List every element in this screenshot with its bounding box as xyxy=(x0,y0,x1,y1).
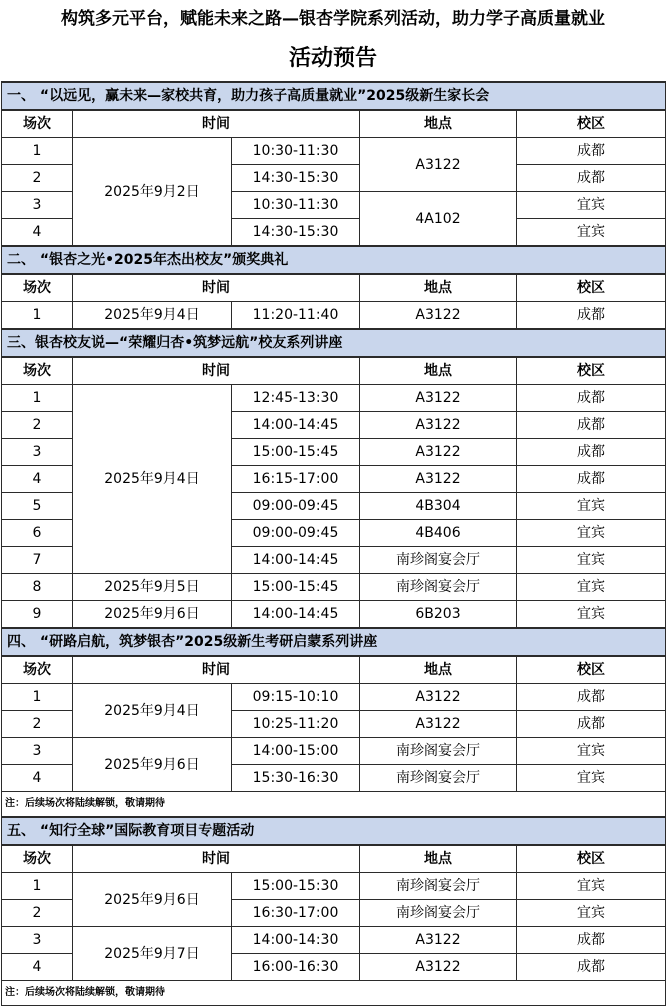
location-cell: A3122 xyxy=(360,385,517,412)
location-cell: A3122 xyxy=(360,138,517,192)
location-cell: A3122 xyxy=(360,439,517,466)
section-title: 一、 “以远见，赢未来—家校共育，助力孩子高质量就业”2025级新生家长会 xyxy=(2,82,666,110)
note-text: 注：后续场次将陆续解锁，敬请期待 xyxy=(2,792,666,818)
campus-cell: 宜宾 xyxy=(517,520,666,547)
campus-cell: 成都 xyxy=(517,385,666,412)
section-header-row xyxy=(2,628,666,656)
time-cell: 16:15-17:00 xyxy=(232,466,360,493)
column-header-time: 时间 xyxy=(73,110,360,138)
location-cell: 4B304 xyxy=(360,493,517,520)
session-number-cell: 3 xyxy=(2,439,73,466)
location-cell: 南珍阁宴会厅 xyxy=(360,873,517,900)
location-cell: A3122 xyxy=(360,466,517,493)
column-header-session: 场次 xyxy=(2,274,73,302)
location-cell: A3122 xyxy=(360,927,517,954)
session-number-cell: 2 xyxy=(2,711,73,738)
time-cell: 14:30-15:30 xyxy=(232,219,360,247)
time-cell: 14:00-14:45 xyxy=(232,412,360,439)
column-header-time: 时间 xyxy=(73,656,360,684)
date-cell: 2025年9月6日 xyxy=(73,601,232,629)
session-number-cell: 3 xyxy=(2,192,73,219)
location-cell: 南珍阁宴会厅 xyxy=(360,574,517,601)
section-title: 四、 “研路启航，筑梦银杏”2025级新生考研启蒙系列讲座 xyxy=(2,628,666,656)
time-cell: 09:00-09:45 xyxy=(232,520,360,547)
column-header-session: 场次 xyxy=(2,357,73,385)
session-number-cell: 2 xyxy=(2,165,73,192)
campus-cell: 宜宾 xyxy=(517,547,666,574)
date-cell: 2025年9月6日 xyxy=(73,738,232,792)
time-cell: 16:00-16:30 xyxy=(232,954,360,981)
column-header-time: 时间 xyxy=(73,845,360,873)
table-row xyxy=(2,684,666,711)
table-row xyxy=(2,138,666,165)
table-row xyxy=(2,302,666,330)
time-cell: 15:00-15:30 xyxy=(232,873,360,900)
campus-cell: 成都 xyxy=(517,711,666,738)
session-number-cell: 3 xyxy=(2,927,73,954)
campus-cell: 成都 xyxy=(517,165,666,192)
note-row xyxy=(2,792,666,818)
time-cell: 09:00-09:45 xyxy=(232,493,360,520)
column-header-time: 时间 xyxy=(73,357,360,385)
session-number-cell: 7 xyxy=(2,547,73,574)
column-header-location: 地点 xyxy=(360,357,517,385)
column-header-row xyxy=(2,110,666,138)
session-number-cell: 4 xyxy=(2,765,73,792)
date-cell: 2025年9月7日 xyxy=(73,927,232,981)
column-header-time: 时间 xyxy=(73,274,360,302)
time-cell: 10:30-11:30 xyxy=(232,138,360,165)
campus-cell: 成都 xyxy=(517,684,666,711)
date-cell: 2025年9月4日 xyxy=(73,684,232,738)
time-cell: 10:25-11:20 xyxy=(232,711,360,738)
time-cell: 10:30-11:30 xyxy=(232,192,360,219)
date-cell: 2025年9月4日 xyxy=(73,302,232,330)
section-header-row xyxy=(2,329,666,357)
campus-cell: 成都 xyxy=(517,466,666,493)
time-cell: 09:15-10:10 xyxy=(232,684,360,711)
time-cell: 14:00-14:45 xyxy=(232,601,360,629)
campus-cell: 宜宾 xyxy=(517,900,666,927)
column-header-session: 场次 xyxy=(2,110,73,138)
campus-cell: 宜宾 xyxy=(517,738,666,765)
campus-cell: 宜宾 xyxy=(517,601,666,629)
section-header-row xyxy=(2,817,666,845)
location-cell: A3122 xyxy=(360,954,517,981)
time-cell: 15:30-16:30 xyxy=(232,765,360,792)
table-row xyxy=(2,385,666,412)
session-number-cell: 6 xyxy=(2,520,73,547)
session-number-cell: 1 xyxy=(2,302,73,330)
time-cell: 14:30-15:30 xyxy=(232,165,360,192)
campus-cell: 宜宾 xyxy=(517,765,666,792)
column-header-location: 地点 xyxy=(360,656,517,684)
date-cell: 2025年9月5日 xyxy=(73,574,232,601)
section-header-row xyxy=(2,246,666,274)
schedule-table xyxy=(1,81,666,1006)
date-cell: 2025年9月2日 xyxy=(73,138,232,247)
time-cell: 15:00-15:45 xyxy=(232,574,360,601)
time-cell: 14:00-14:45 xyxy=(232,547,360,574)
campus-cell: 成都 xyxy=(517,439,666,466)
location-cell: A3122 xyxy=(360,302,517,330)
time-cell: 15:00-15:45 xyxy=(232,439,360,466)
section-title: 三、银杏校友说—“荣耀归杏•筑梦远航”校友系列讲座 xyxy=(2,329,666,357)
table-row xyxy=(2,574,666,601)
location-cell: 4A102 xyxy=(360,192,517,247)
column-header-campus: 校区 xyxy=(517,357,666,385)
campus-cell: 成都 xyxy=(517,412,666,439)
column-header-row xyxy=(2,357,666,385)
column-header-row xyxy=(2,656,666,684)
location-cell: A3122 xyxy=(360,711,517,738)
campus-cell: 宜宾 xyxy=(517,192,666,219)
time-cell: 16:30-17:00 xyxy=(232,900,360,927)
session-number-cell: 8 xyxy=(2,574,73,601)
table-row xyxy=(2,927,666,954)
column-header-location: 地点 xyxy=(360,845,517,873)
campus-cell: 成都 xyxy=(517,138,666,165)
column-header-session: 场次 xyxy=(2,845,73,873)
location-cell: 南珍阁宴会厅 xyxy=(360,900,517,927)
page-subtitle: 活动预告 xyxy=(288,46,377,71)
location-cell: 南珍阁宴会厅 xyxy=(360,765,517,792)
location-cell: A3122 xyxy=(360,684,517,711)
title-block xyxy=(0,0,666,81)
session-number-cell: 4 xyxy=(2,219,73,247)
main-title: 构筑多元平台，赋能未来之路—银杏学院系列活动，助力学子高质量就业 xyxy=(61,9,605,29)
table-row xyxy=(2,601,666,629)
location-cell: 南珍阁宴会厅 xyxy=(360,547,517,574)
session-number-cell: 5 xyxy=(2,493,73,520)
column-header-row xyxy=(2,274,666,302)
session-number-cell: 1 xyxy=(2,873,73,900)
campus-cell: 宜宾 xyxy=(517,574,666,601)
column-header-campus: 校区 xyxy=(517,845,666,873)
location-cell: 4B406 xyxy=(360,520,517,547)
session-number-cell: 1 xyxy=(2,138,73,165)
section-title: 五、 “知行全球”国际教育项目专题活动 xyxy=(2,817,666,845)
section-title: 二、 “银杏之光•2025年杰出校友”颁奖典礼 xyxy=(2,246,666,274)
note-row xyxy=(2,981,666,1006)
session-number-cell: 3 xyxy=(2,738,73,765)
session-number-cell: 1 xyxy=(2,684,73,711)
time-cell: 14:00-15:00 xyxy=(232,738,360,765)
column-header-campus: 校区 xyxy=(517,274,666,302)
session-number-cell: 2 xyxy=(2,900,73,927)
campus-cell: 宜宾 xyxy=(517,219,666,247)
campus-cell: 成都 xyxy=(517,954,666,981)
column-header-location: 地点 xyxy=(360,274,517,302)
column-header-session: 场次 xyxy=(2,656,73,684)
session-number-cell: 4 xyxy=(2,466,73,493)
session-number-cell: 2 xyxy=(2,412,73,439)
section-header-row xyxy=(2,82,666,110)
table-row xyxy=(2,738,666,765)
location-cell: A3122 xyxy=(360,412,517,439)
column-header-row xyxy=(2,845,666,873)
location-cell: 南珍阁宴会厅 xyxy=(360,738,517,765)
column-header-campus: 校区 xyxy=(517,110,666,138)
note-text: 注：后续场次将陆续解锁，敬请期待 xyxy=(2,981,666,1006)
date-cell: 2025年9月6日 xyxy=(73,873,232,927)
campus-cell: 成都 xyxy=(517,927,666,954)
time-cell: 12:45-13:30 xyxy=(232,385,360,412)
column-header-location: 地点 xyxy=(360,110,517,138)
location-cell: 6B203 xyxy=(360,601,517,629)
session-number-cell: 9 xyxy=(2,601,73,629)
campus-cell: 宜宾 xyxy=(517,873,666,900)
date-cell: 2025年9月4日 xyxy=(73,385,232,574)
column-header-campus: 校区 xyxy=(517,656,666,684)
table-row xyxy=(2,873,666,900)
time-cell: 14:00-14:30 xyxy=(232,927,360,954)
time-cell: 11:20-11:40 xyxy=(232,302,360,330)
campus-cell: 成都 xyxy=(517,302,666,330)
session-number-cell: 1 xyxy=(2,385,73,412)
session-number-cell: 4 xyxy=(2,954,73,981)
campus-cell: 宜宾 xyxy=(517,493,666,520)
